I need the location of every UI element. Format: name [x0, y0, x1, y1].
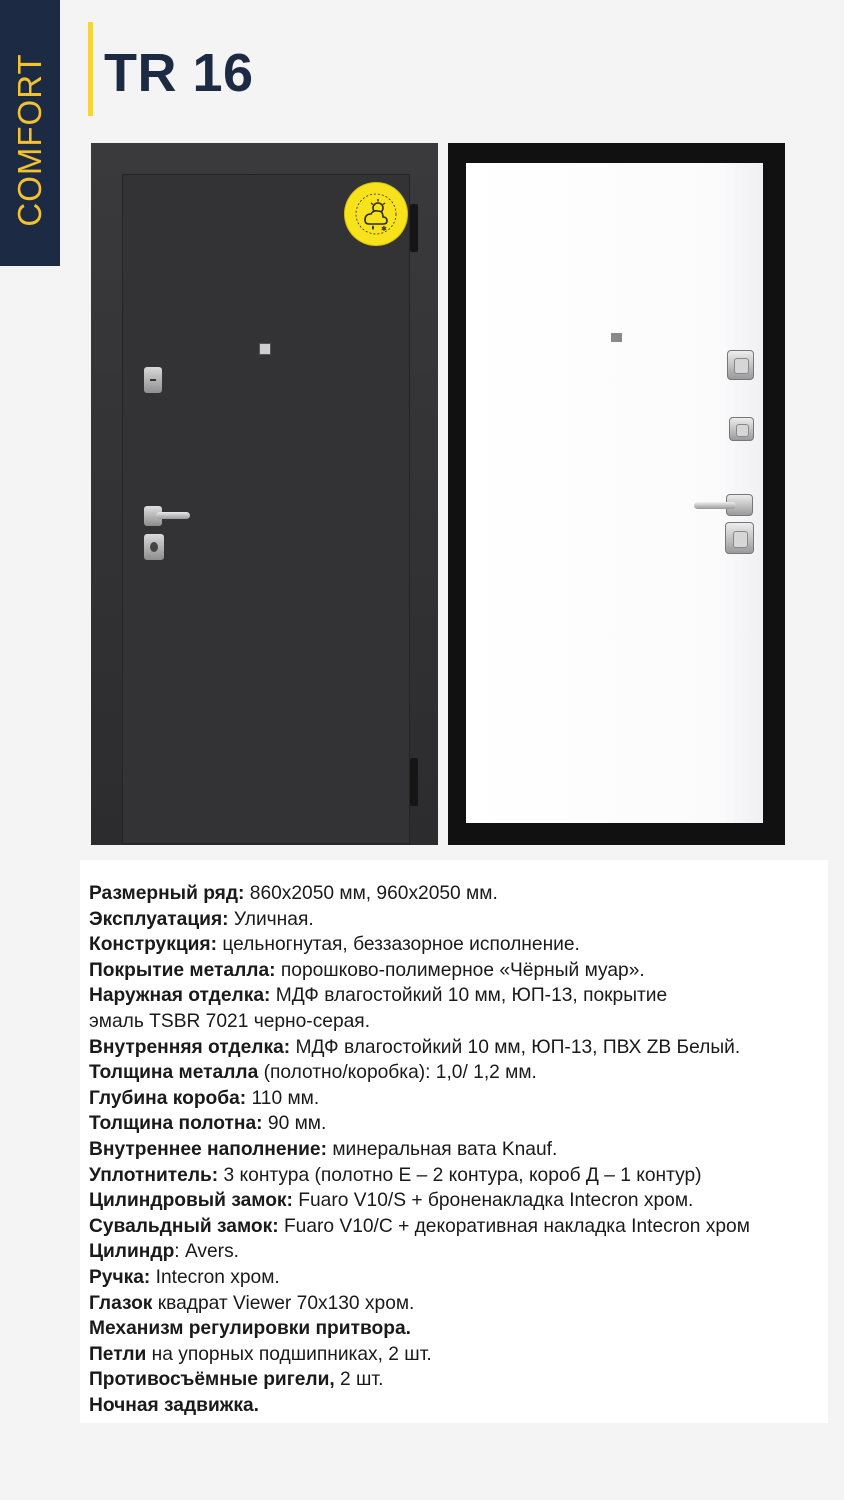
svg-text:✱: ✱ — [381, 225, 387, 233]
spec-row — [89, 1393, 819, 1419]
title-accent-bar — [88, 22, 93, 116]
spec-row — [89, 1086, 819, 1112]
spec-value: эмаль TSBR 7021 черно-серая. — [89, 1010, 371, 1032]
spec-row — [89, 1035, 819, 1061]
interior-door-panel — [466, 163, 763, 823]
interior-peephole — [611, 333, 622, 342]
spec-label: Сувальдный замок: — [89, 1215, 279, 1237]
spec-value: Fuaro V10/S + броненакладка Intecron хром. — [292, 1190, 694, 1212]
spec-label: Механизм регулировки притвора. — [89, 1318, 411, 1340]
exterior-lever-lock-plate — [144, 367, 162, 393]
spec-row — [89, 983, 819, 1009]
spec-value: Intecron хром. — [150, 1266, 280, 1288]
spec-value: 3 контура (полотно Е – 2 контура, короб Д – 1 контур) — [218, 1164, 702, 1186]
spec-value: 2 шт. — [334, 1369, 384, 1391]
spec-row — [89, 1214, 819, 1240]
interior-lever-lock-turn — [729, 417, 754, 441]
interior-cylinder-turn — [725, 522, 754, 554]
spec-row — [89, 881, 819, 907]
spec-value: на упорных подшипниках, 2 шт. — [146, 1343, 432, 1365]
page-title: TR 16 — [104, 43, 254, 103]
specs-list — [89, 881, 819, 1418]
interior-night-latch — [727, 350, 754, 380]
spec-value: 860x2050 мм, 960x2050 мм. — [244, 883, 498, 904]
spec-label: Противосъёмные ригели, — [89, 1369, 335, 1391]
spec-label: Глазок — [89, 1292, 153, 1314]
spec-row — [89, 1163, 819, 1189]
spec-label: Глубина короба: — [89, 1087, 247, 1109]
spec-value: : Avers. — [174, 1241, 239, 1263]
spec-row — [89, 958, 819, 984]
spec-row — [89, 1060, 819, 1086]
spec-value: 110 мм. — [246, 1087, 320, 1109]
weather-icon — [353, 191, 399, 237]
spec-row — [89, 1188, 819, 1214]
spec-label: Наружная отделка: — [89, 985, 271, 1007]
spec-value: МДФ влагостойкий 10 мм, ЮП-13, покрытие — [270, 985, 668, 1007]
interior-handle-lever — [694, 502, 736, 509]
exterior-handle-lever — [156, 512, 190, 519]
spec-value: минеральная вата Knauf. — [326, 1138, 558, 1160]
spec-label: Цилиндр — [89, 1241, 175, 1263]
spec-label: Толщина полотна: — [89, 1113, 263, 1135]
spec-row — [89, 1342, 819, 1368]
spec-label: Конструкция: — [89, 934, 218, 956]
spec-label: Внутренняя отделка: — [89, 1036, 291, 1058]
spec-value: 90 мм. — [262, 1113, 327, 1135]
comfort-tag-bar — [0, 0, 60, 266]
spec-row — [89, 1137, 819, 1163]
exterior-door-leaf — [122, 174, 410, 844]
spec-label: Толщина металла — [89, 1062, 259, 1084]
spec-row — [89, 1316, 819, 1342]
exterior-cylinder-plate — [144, 534, 164, 560]
spec-row — [89, 1239, 819, 1265]
spec-label: Эксплуатация: — [89, 908, 229, 930]
spec-value: порошково-полимерное «Чёрный муар». — [275, 959, 645, 981]
spec-label: Цилиндровый замок: — [89, 1190, 293, 1212]
spec-label: Ночная задвижка. — [89, 1394, 259, 1416]
spec-value: квадрат Viewer 70х130 хром. — [152, 1292, 415, 1314]
comfort-tag-label: COMFORT — [11, 53, 48, 227]
weather-resistant-badge-icon — [345, 183, 407, 245]
door-hinge-top — [410, 204, 418, 252]
spec-value: МДФ влагостойкий 10 мм, ЮП-13, ПВХ ZB Белый. — [290, 1036, 741, 1058]
spec-label: Покрытие металла: — [89, 959, 276, 981]
spec-row — [89, 932, 819, 958]
spec-value: Fuaro V10/C + декоративная накладка Intecron хром — [278, 1215, 750, 1237]
spec-row — [89, 1367, 819, 1393]
spec-label: Внутреннее наполнение: — [89, 1138, 327, 1160]
spec-value: Уличная. — [228, 908, 314, 930]
spec-row — [89, 907, 819, 933]
spec-label: Размерный ряд: — [89, 883, 245, 904]
spec-row — [89, 1265, 819, 1291]
spec-label: Уплотнитель: — [89, 1164, 219, 1186]
spec-row — [89, 1111, 819, 1137]
spec-value: (полотно/коробка): 1,0/ 1,2 мм. — [258, 1062, 537, 1084]
door-hinge-bottom — [410, 758, 418, 806]
spec-row — [89, 1291, 819, 1317]
exterior-peephole — [259, 343, 271, 355]
spec-label: Ручка: — [89, 1266, 151, 1288]
spec-value: цельногнутая, беззазорное исполнение. — [217, 934, 580, 956]
spec-row — [89, 1009, 819, 1035]
spec-label: Петли — [89, 1343, 147, 1365]
